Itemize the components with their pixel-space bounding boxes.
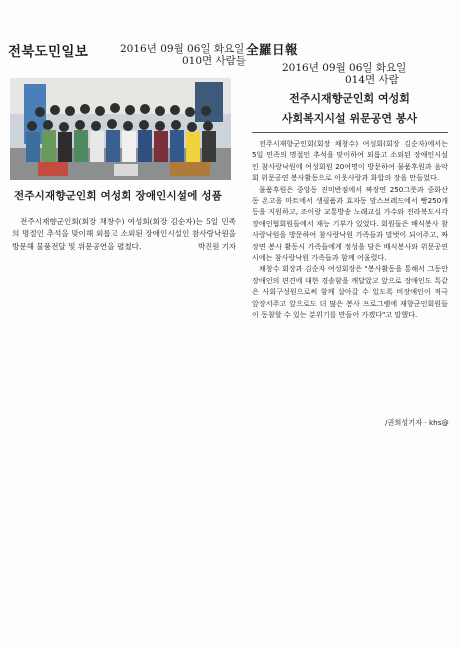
article-body-right	[252, 138, 448, 321]
page-section-left: 010면 사람들	[182, 55, 246, 67]
article-paragraph: 전주시재향군인회(회장 채창수) 여성회(회장 김순자)에서는 5일 민족의 명절인 추석을 맞이하여 외롭고 소외된 장애인시설인 참사랑낙원에 여성회원 20여명이 방문하여 물품후원과 음악회 위문공연 봉사활동으로 이웃사랑과 화합의 장을 만들었다.	[252, 139, 448, 183]
group-photo-illustration	[10, 78, 231, 180]
publication-date-right: 2016년 09월 06일 화요일	[282, 62, 407, 74]
publication-date-left: 2016년 09월 06일 화요일	[120, 43, 245, 55]
page-section-right: 014면 사람	[345, 74, 399, 86]
article-headline-right-line2: 사회복지시설 위문공연 봉사	[281, 112, 418, 125]
article-headline-right-line1: 전주시재향군인회 여성회	[289, 92, 410, 105]
byline-right: /권희성기자 · khs@	[385, 418, 449, 427]
headline-divider	[252, 132, 448, 133]
byline-left: 박진원 기자	[197, 241, 236, 251]
newspaper-name-left: 전북도민일보	[8, 44, 89, 60]
article-body-left	[12, 216, 236, 253]
newspaper-name-right: 全羅日報	[246, 42, 299, 57]
group-photo	[10, 78, 231, 180]
article-text-left: 전주시재향군인회(회장 채창수) 여성회(회장 김순자)는 5일 민족의 명절인 추석을 맞이해 외롭고 소외된 장애인시설인 참사랑낙원을 방문해 물품전달 및 위문공연을 펼쳤다.	[12, 217, 236, 251]
article-headline-left: 전주시재향군인회 여성회 장애인시설에 성품	[14, 190, 223, 202]
article-paragraph: 채창수 회장과 김순자 여성회장은 "봉사활동을 통해서 그동안 장애인의 편견에 대한 경솔함을 깨달았고 앞으로 장애인도 특같은 사회구성원으로써 함께 살아갈 수 있도록 비장애인이 적극 앞장서주고 앞으로도 더 많은 봉사 프로그램에 재향군인회원들이 동참할 수 있는 분위기를 만들어 가겠다"고 말했다.	[252, 264, 448, 320]
article-paragraph: 물품후원은 중앙동 진미반점에서 짜장면 250그릇과 중화산동 온고을 마트에서 생필품과 효자동 맘스브레드에서 빵250개 등을 지원하고, 조이랑 교통방송 노래교실 가수와 전라북도시각장애인협회원들에서 재능 기부가 있었다. 회원들은 배식봉사 참사랑낙원을 방문하여 참사랑낙원 가족들과 말벗이 되어주고, 짜장면 봉사 활동시 가족들에게 정성을 담은 배식봉사와 위문공연시에는 참사랑낙원 가족들과 함께 어울렸다.	[252, 184, 448, 263]
